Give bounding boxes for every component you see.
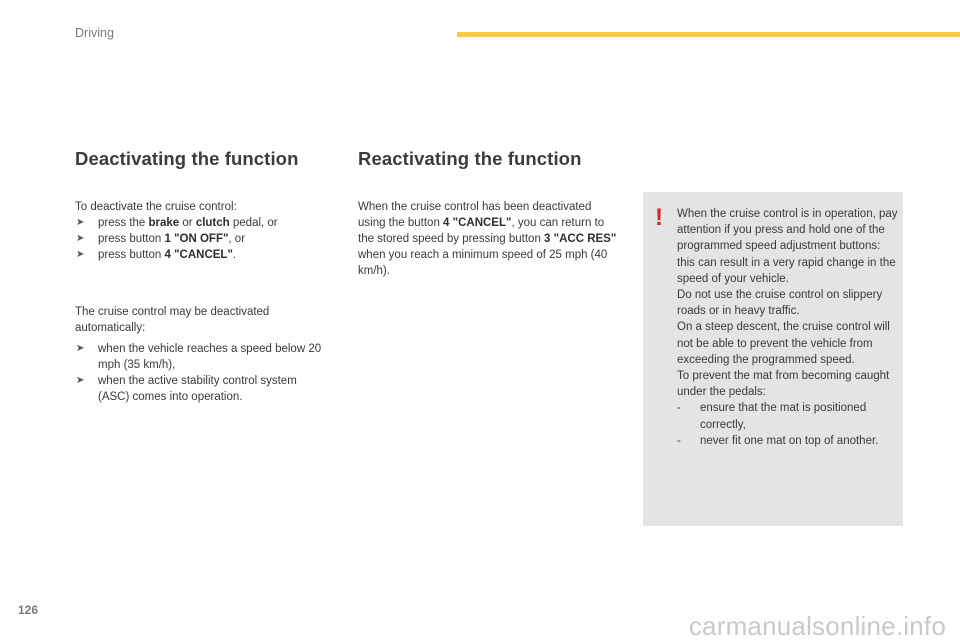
para-text: When the cruise control has been deactivated using the button [358, 201, 592, 229]
reactivate-paragraph [358, 199, 620, 279]
list-item [677, 433, 899, 449]
watermark: carmanualsonline.info [688, 611, 946, 641]
item-text: press button [98, 233, 165, 245]
para-text: , you can return to the stored speed by pressing button [358, 217, 605, 245]
item-text: when the active stability control system (ASC) comes into operation. [98, 375, 297, 403]
list-item [75, 247, 325, 263]
warning-text [677, 206, 899, 449]
list-item [75, 373, 325, 405]
item-text: never fit one mat on top of another. [700, 434, 879, 447]
item-text: pedal, or [229, 217, 278, 229]
item-text: press the [98, 217, 149, 229]
item-text: or [179, 217, 196, 229]
header-accent-bar [457, 32, 960, 37]
para-text: when you reach a minimum speed of 25 mph (40 km/h). [358, 249, 608, 277]
right-arrow-icon: ➤ [76, 249, 85, 260]
auto-deactivate-conditions [75, 341, 325, 405]
warning-paragraph: To prevent the mat from becoming caught under the pedals: [677, 370, 890, 399]
right-arrow-icon: ➤ [76, 233, 85, 244]
deactivate-instructions [75, 199, 325, 263]
deactivate-list [75, 215, 325, 263]
para-bold: 3 "ACC RES" [544, 233, 617, 245]
right-arrow-icon: ➤ [76, 343, 85, 354]
auto-deactivate-intro: The cruise control may be deactivated automatically: [75, 306, 270, 334]
right-arrow-icon: ➤ [76, 375, 85, 386]
list-item [75, 341, 325, 373]
page-number: 126 [18, 603, 39, 617]
item-text: ensure that the mat is positioned correctly, [700, 402, 867, 431]
exclamation-icon: ! [655, 204, 663, 231]
deactivate-intro: To deactivate the cruise control: [75, 201, 237, 213]
list-item [75, 231, 325, 247]
item-bold: brake [148, 217, 180, 229]
item-text: press button [98, 249, 165, 261]
section-label: Driving [75, 26, 114, 40]
warning-paragraph: Do not use the cruise control on slippery roads or in heavy traffic. [677, 289, 883, 318]
deactivating-heading: Deactivating the function [75, 148, 299, 169]
warning-paragraph: On a steep descent, the cruise control will not be able to prevent the vehicle from exceeding the programmed speed. [677, 321, 890, 366]
list-item [677, 400, 899, 432]
item-bold: 1 "ON OFF" [164, 233, 229, 245]
item-text: . [232, 249, 237, 261]
warning-paragraph: When the cruise control is in operation, pay attention if you press and hold one of the programmed speed adjustment buttons: this can result in a very rapid change in the speed of your vehicle. [677, 208, 898, 285]
mat-list [677, 400, 899, 449]
item-bold: clutch [195, 217, 230, 229]
item-text: , or [228, 233, 246, 245]
list-item [75, 215, 325, 231]
dash-marker: - [677, 434, 681, 447]
right-arrow-icon: ➤ [76, 217, 85, 228]
item-bold: 4 "CANCEL" [164, 249, 233, 261]
dash-marker: - [677, 402, 681, 415]
item-text: when the vehicle reaches a speed below 20 mph (35 km/h), [98, 343, 322, 371]
auto-list [75, 341, 325, 405]
para-bold: 4 "CANCEL" [443, 217, 512, 229]
reactivating-heading: Reactivating the function [358, 148, 582, 169]
